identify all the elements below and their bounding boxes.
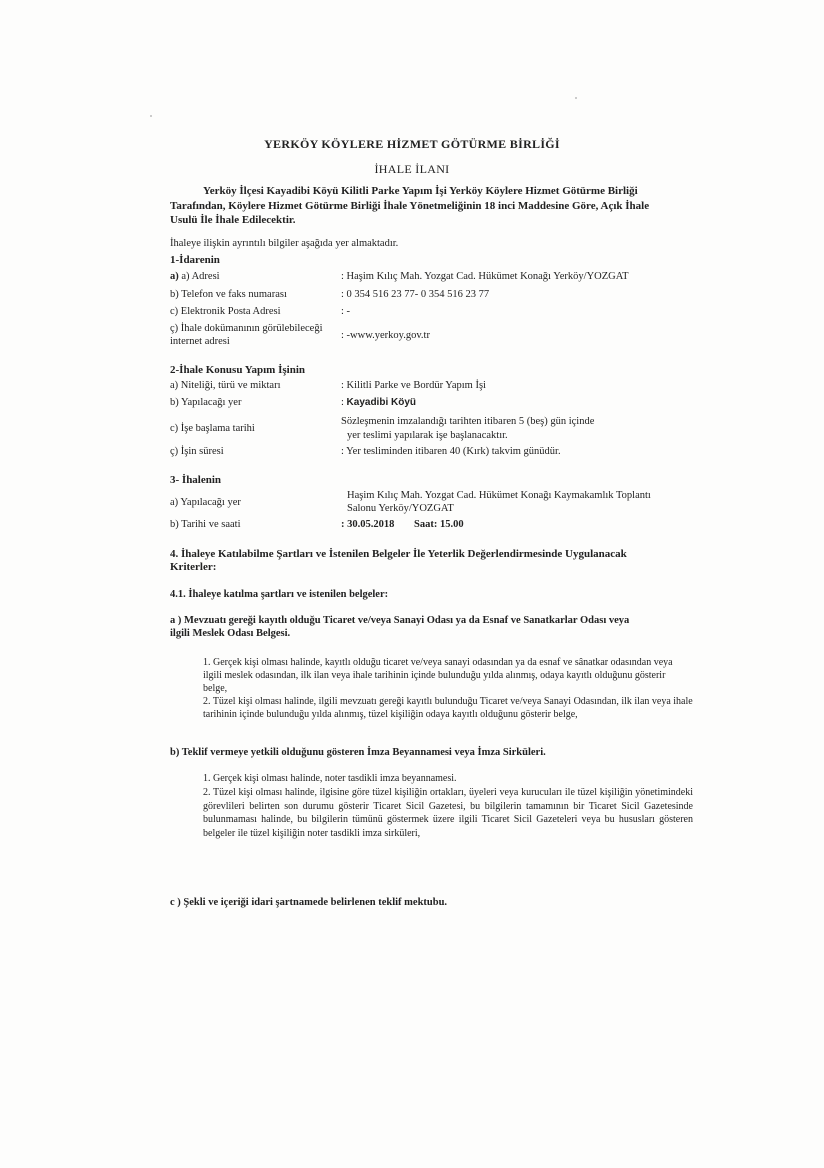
field-value: : Yer tesliminden itibaren 40 (Kırk) takvim günüdür.: [341, 446, 561, 457]
field-value: Haşim Kılıç Mah. Yozgat Cad. Hükümet Konağı Kaymakamlık Toplantı: [347, 490, 651, 501]
date-value: : 30.05.2018: [341, 519, 395, 530]
requirement-a: a ) Mevzuatı gereği kayıtlı olduğu Ticaret ve/veya Sanayi Odası ya da Esnaf ve Sanatkarlar Odası veya: [170, 615, 630, 626]
intro-line: Usulü İle İhale Edilecektir.: [170, 214, 296, 226]
detail-note: İhaleye ilişkin ayrıntılı bilgiler aşağıda yer almaktadır.: [170, 238, 399, 249]
field-label: b) Tarihi ve saati: [170, 519, 241, 530]
requirement-a: ilgili Meslek Odası Belgesi.: [170, 628, 291, 639]
scan-speck: [575, 97, 577, 99]
section-heading: 1-İdarenin: [170, 254, 220, 266]
intro-line: Tarafından, Köylere Hizmet Götürme Birliği İhale Yönetmeliğinin 18 inci Maddesine Göre, Açık İhale: [170, 200, 650, 212]
field-value: yer teslimi yapılarak işe başlanacaktır.: [347, 430, 508, 441]
requirement-paragraph: 1. Gerçek kişi olması halinde, kayıtlı olduğu ticaret ve/veya sanayi odasından ya da esnaf ve sânatkar odasından veya ilgili meslek odasından, ilk ilan veya ihale tarihinin içinde bulunduğu yılda alınmış, odaya kayıtlı olduğunu gösterir belge,: [203, 657, 673, 694]
field-value: : Kayadibi Köyü: [341, 397, 417, 408]
requirement-paragraph: 2. Tüzel kişi olması halinde, ilgili mevzuatı gereği kayıtlı bulunduğu Ticaret ve/veya Sanayi Odasından, ilk ilan veya ihale tarihinin içinde bulunduğu yılda alınmış, tüzel kişiliğin odaya kayıtlı olduğunu gösterir belge,: [203, 696, 693, 720]
field-value: : Kilitli Parke ve Bordür Yapım İşi: [341, 380, 486, 391]
field-value: : 0 354 516 23 77- 0 354 516 23 77: [341, 289, 490, 300]
time-value: Saat: 15.00: [414, 519, 464, 530]
field-label: a) Niteliği, türü ve miktarı: [170, 380, 281, 391]
field-value: Salonu Yerköy/YOZGAT: [347, 503, 454, 514]
field-label: c) Elektronik Posta Adresi: [170, 306, 281, 317]
field-label: internet adresi: [170, 336, 230, 347]
field-label: b) Telefon ve faks numarası: [170, 289, 287, 300]
org-title: YERKÖY KÖYLERE HİZMET GÖTÜRME BİRLİĞİ: [264, 137, 560, 151]
requirement-b: b) Teklif vermeye yetkili olduğunu gösteren İmza Beyannamesi veya İmza Sirküleri.: [170, 747, 546, 758]
requirement-paragraph: 1. Gerçek kişi olması halinde, noter tasdikli imza beyannamesi.: [203, 773, 457, 784]
field-label: ç) İşin süresi: [170, 446, 224, 457]
subsection-heading: 4.1. İhaleye katılma şartları ve istenilen belgeler:: [170, 589, 389, 600]
field-label: c) İşe başlama tarihi: [170, 423, 255, 434]
intro-line: Yerköy İlçesi Kayadibi Köyü Kilitli Parke Yapım İşi Yerköy Köylere Hizmet Götürme Birliği: [203, 185, 638, 197]
section-heading: 4. İhaleye Katılabilme Şartları ve İstenilen Belgeler İle Yeterlik Değerlendirmesinde Uygulanacak: [170, 548, 627, 560]
section-heading: 3- İhalenin: [170, 474, 222, 486]
field-value: Sözleşmenin imzalandığı tarihten itibaren 5 (beş) gün içinde: [341, 416, 595, 427]
field-value: : -www.yerkoy.gov.tr: [341, 330, 430, 341]
section-heading: 2-İhale Konusu Yapım İşinin: [170, 364, 306, 376]
scan-speck: [150, 115, 152, 117]
field-value: : Haşim Kılıç Mah. Yozgat Cad. Hükümet Konağı Yerköy/YOZGAT: [341, 271, 629, 282]
field-value: : -: [341, 306, 351, 317]
field-label: a) Yapılacağı yer: [170, 497, 241, 508]
doc-title: İHALE İLANI: [374, 162, 450, 176]
field-label: a) a) Adresi: [170, 271, 220, 282]
field-label: b) Yapılacağı yer: [170, 397, 242, 408]
section-heading: Kriterler:: [170, 561, 217, 573]
requirement-c: c ) Şekli ve içeriği idari şartnamede belirlenen teklif mektubu.: [170, 897, 448, 908]
field-label: ç) İhale dokümanının görülebileceği: [170, 323, 323, 334]
requirement-paragraph: 2. Tüzel kişi olması halinde, ilgisine göre tüzel kişiliğin ortakları, üyeleri veya kurucuları ile tüzel kişiliğin yönetimindeki görevlileri belirten son durumu gösterir Ticaret Sicil Gazetesi, bu bilgilerin tamamının bir Ticaret Sicil Gazetesinde bulunmaması halinde, bu bilgilerin tümünü göstermek üzere ilgili Ticaret Sicil Gazeteleri veya bu hususları gösteren belgeler ile tüzel kişiliğin noter tasdikli imza sirküleri,: [203, 787, 693, 839]
